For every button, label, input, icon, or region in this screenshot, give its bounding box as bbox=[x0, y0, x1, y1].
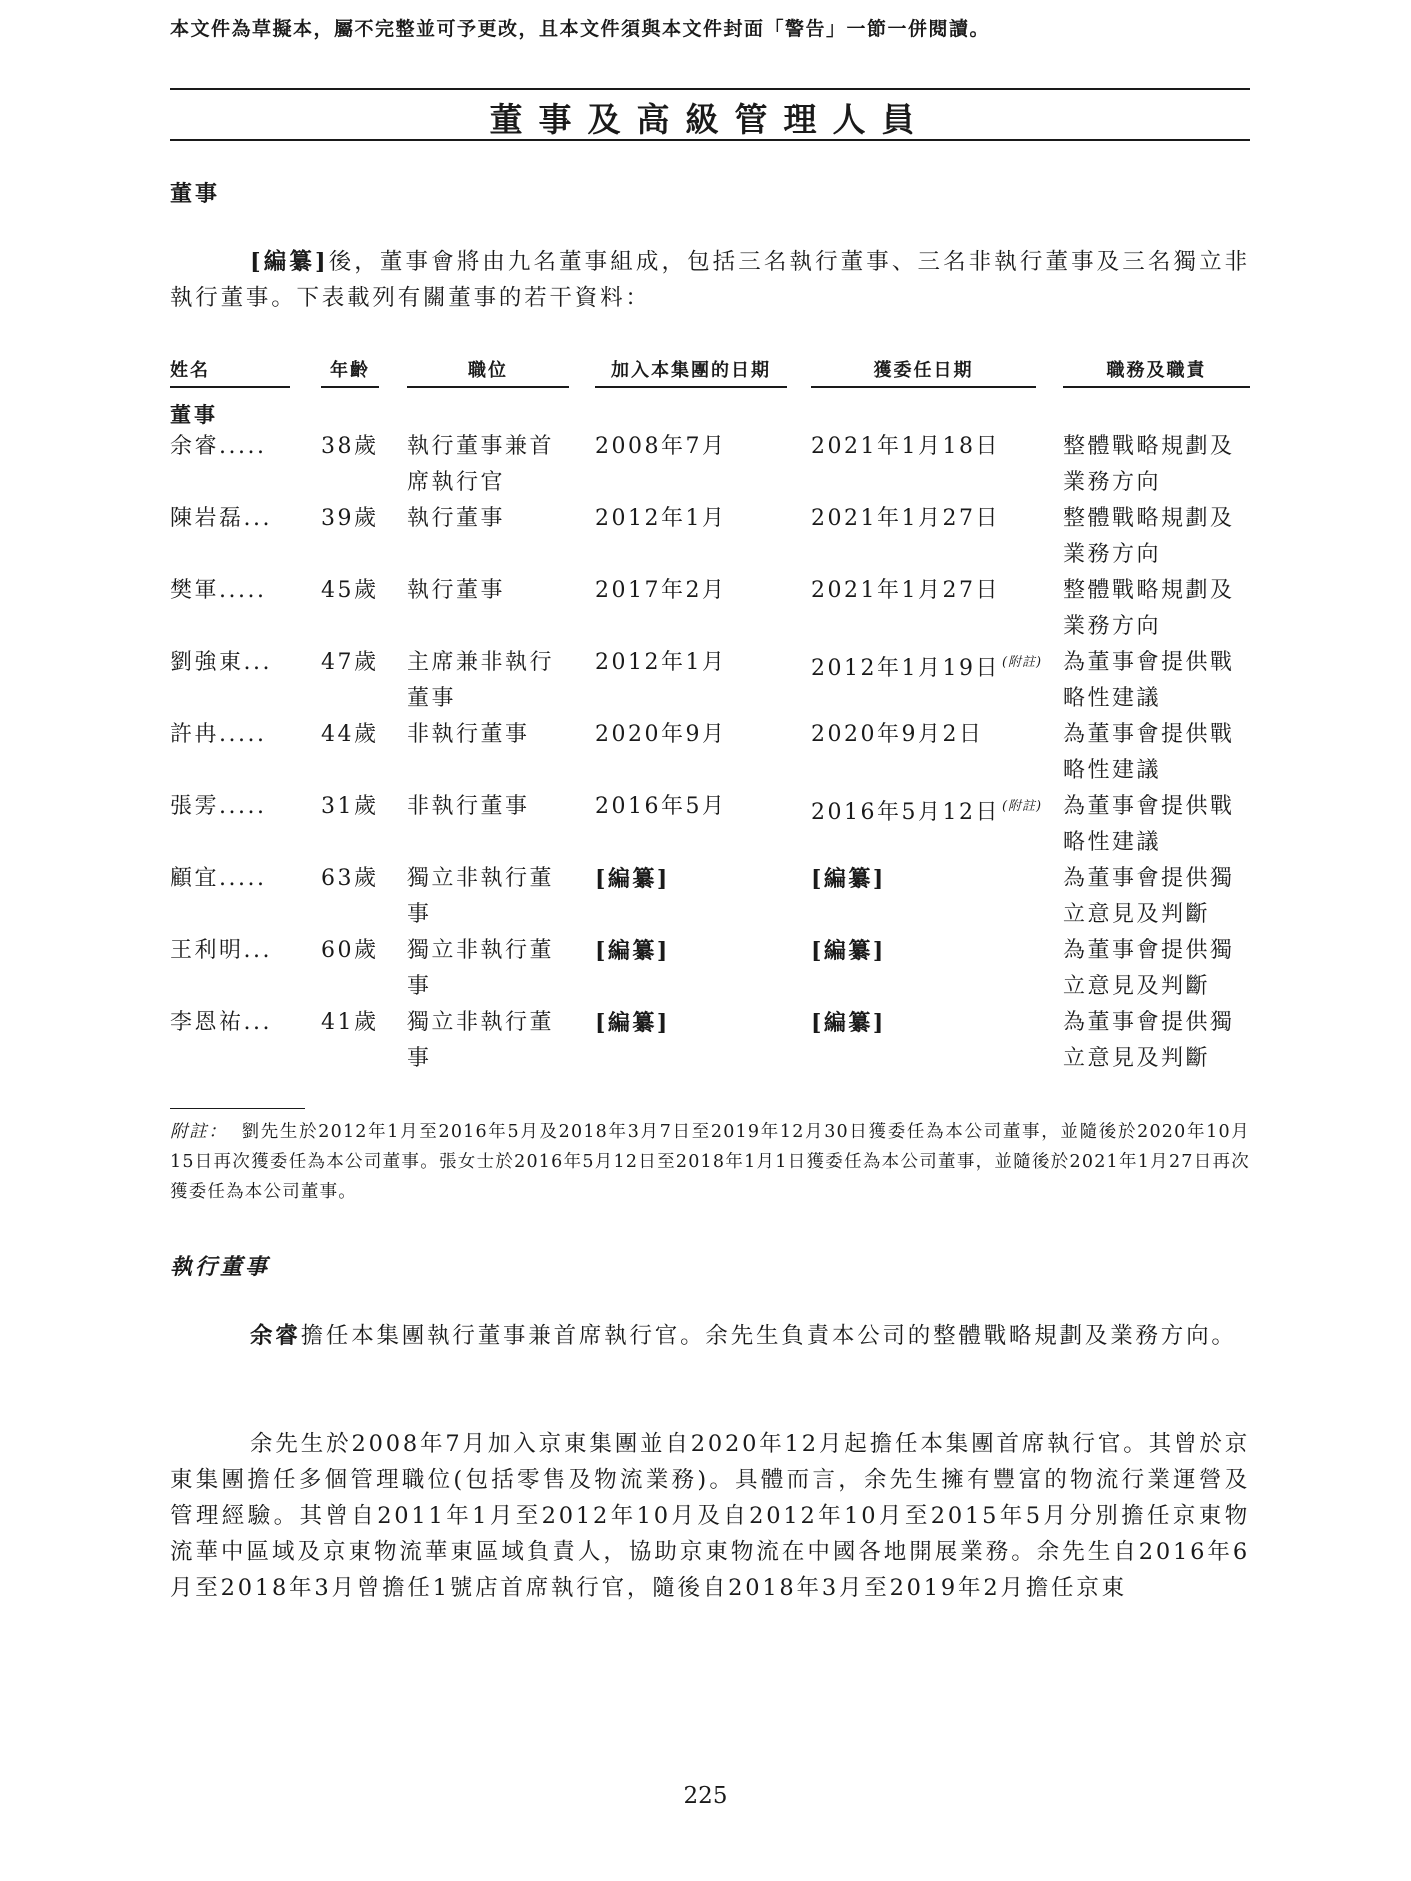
bio-1-text: 擔任本集團執行董事兼首席執行官。余先生負責本公司的整體戰略規劃及業務方向。 bbox=[300, 1323, 1237, 1349]
director-name: 顧宜..... bbox=[170, 866, 267, 891]
director-position: 獨立非執行董事 bbox=[407, 1010, 555, 1071]
director-join-date: 2012年1月 bbox=[595, 506, 727, 531]
director-name: 許冉..... bbox=[170, 722, 267, 747]
director-duties: 為董事會提供獨立意見及判斷 bbox=[1063, 1010, 1235, 1071]
footnote-rule bbox=[170, 1108, 305, 1109]
table-row bbox=[0, 501, 1411, 573]
director-position: 非執行董事 bbox=[407, 794, 530, 819]
footnote-reference: (附註) bbox=[1001, 655, 1043, 670]
director-appointment-date: 2016年5月12日 $^{(附註)}$ bbox=[811, 799, 1043, 825]
director-appointment-date: 2021年1月27日 bbox=[811, 578, 1000, 603]
director-position: 獨立非執行董事 bbox=[407, 938, 555, 999]
director-position: 執行董事 bbox=[407, 506, 506, 531]
director-age: 63歲 bbox=[321, 866, 379, 891]
footnote-reference: (附註) bbox=[1001, 799, 1043, 814]
intro-paragraph bbox=[170, 244, 1250, 316]
director-position: 執行董事兼首席執行官 bbox=[407, 434, 555, 495]
director-duties: 整體戰略規劃及業務方向 bbox=[1063, 578, 1235, 639]
director-age: 31歲 bbox=[321, 794, 379, 819]
intro-bold-lead: [編纂] bbox=[250, 249, 329, 275]
table-row bbox=[0, 861, 1411, 933]
director-name: 余睿..... bbox=[170, 434, 267, 459]
group-label-directors: 董事 bbox=[170, 402, 218, 427]
table-row bbox=[0, 573, 1411, 645]
director-appointment-date: 2021年1月27日 bbox=[811, 506, 1000, 531]
director-position: 非執行董事 bbox=[407, 722, 530, 747]
header-position: 職位 bbox=[407, 356, 569, 388]
title-top-rule bbox=[170, 88, 1250, 90]
director-appointment-date: 2021年1月18日 bbox=[811, 434, 1000, 459]
director-age: 47歲 bbox=[321, 650, 379, 675]
director-join-date: 2017年2月 bbox=[595, 578, 727, 603]
director-name: 陳岩磊... bbox=[170, 506, 272, 531]
section-title: 董事及高級管理人員 bbox=[489, 100, 931, 139]
table-row bbox=[0, 645, 1411, 717]
director-join-date: 2012年1月 bbox=[595, 650, 727, 675]
director-name: 李恩祐... bbox=[170, 1010, 272, 1035]
header-appointment-date: 獲委任日期 bbox=[811, 356, 1036, 388]
director-position: 執行董事 bbox=[407, 578, 506, 603]
director-duties: 為董事會提供戰略性建議 bbox=[1063, 650, 1235, 711]
director-appointment-date: [編纂] bbox=[811, 866, 886, 892]
title-bottom-rule bbox=[170, 139, 1250, 141]
director-position: 主席兼非執行董事 bbox=[407, 650, 555, 711]
header-name: 姓名 bbox=[170, 356, 290, 388]
table-row bbox=[0, 429, 1411, 501]
bio-1-bold-lead: 余睿 bbox=[250, 1323, 301, 1349]
director-age: 41歲 bbox=[321, 1010, 379, 1035]
header-age: 年齡 bbox=[321, 356, 379, 388]
director-join-date: [編纂] bbox=[595, 1010, 670, 1036]
footnote-text: 劉先生於2012年1月至2016年5月及2018年3月7日至2019年12月30日獲委任為本公司董事，並隨後於2020年10月15日再次獲委任為本公司董事。張女士於2016年5月12日至2018年1月1日獲委任為本公司董事，並隨後於2021年1月27日再次獲委任為本公司董事。 bbox=[170, 1122, 1250, 1202]
director-name: 張雱..... bbox=[170, 794, 267, 819]
director-join-date: 2016年5月 bbox=[595, 794, 727, 819]
director-appointment-date: 2012年1月19日 $^{(附註)}$ bbox=[811, 655, 1043, 681]
director-duties: 為董事會提供獨立意見及判斷 bbox=[1063, 938, 1235, 999]
director-age: 45歲 bbox=[321, 578, 379, 603]
intro-text: 後，董事會將由九名董事組成，包括三名執行董事、三名非執行董事及三名獨立非執行董事。下表載列有關董事的若干資料： bbox=[170, 249, 1250, 311]
director-join-date: [編纂] bbox=[595, 938, 670, 964]
bio-paragraph-2 bbox=[170, 1426, 1250, 1606]
header-join-date: 加入本集團的日期 bbox=[595, 356, 787, 388]
director-join-date: 2020年9月 bbox=[595, 722, 727, 747]
director-duties: 為董事會提供戰略性建議 bbox=[1063, 794, 1235, 855]
header-duties: 職務及職責 bbox=[1063, 356, 1250, 388]
director-age: 60歲 bbox=[321, 938, 379, 963]
bio-paragraph-1 bbox=[170, 1318, 1250, 1354]
director-name: 樊軍..... bbox=[170, 578, 267, 603]
draft-notice: 本文件為草擬本，屬不完整並可予更改，且本文件須與本文件封面「警告」一節一併閱讀。 bbox=[170, 18, 991, 40]
bio-2-text: 余先生於2008年7月加入京東集團並自2020年12月起擔任本集團首席執行官。其曾於京東集團擔任多個管理職位(包括零售及物流業務)。具體而言，余先生擁有豐富的物流行業運營及管理經驗。其曾自2011年1月至2012年10月及自2012年10月至2015年5月分別擔任京東物流華中區域及京東物流華東區域負責人，協助京東物流在中國各地開展業務。余先生自2016年6月至2018年3月曾擔任1號店首席執行官，隨後自2018年3月至2019年2月擔任京東 bbox=[170, 1431, 1250, 1601]
director-name: 劉強東... bbox=[170, 650, 272, 675]
footnote bbox=[170, 1117, 1250, 1207]
executive-directors-heading: 執行董事 bbox=[170, 1254, 271, 1280]
director-duties: 整體戰略規劃及業務方向 bbox=[1063, 434, 1235, 495]
director-duties: 為董事會提供獨立意見及判斷 bbox=[1063, 866, 1235, 927]
director-age: 38歲 bbox=[321, 434, 379, 459]
table-row bbox=[0, 933, 1411, 1005]
director-position: 獨立非執行董事 bbox=[407, 866, 555, 927]
director-join-date: 2008年7月 bbox=[595, 434, 727, 459]
table-row bbox=[0, 789, 1411, 861]
footnote-label: 附註： bbox=[170, 1122, 228, 1142]
director-name: 王利明... bbox=[170, 938, 272, 963]
director-age: 44歲 bbox=[321, 722, 379, 747]
page-number: 225 bbox=[683, 1783, 728, 1809]
director-duties: 為董事會提供戰略性建議 bbox=[1063, 722, 1235, 783]
directors-heading: 董事 bbox=[170, 181, 221, 207]
director-appointment-date: 2020年9月2日 bbox=[811, 722, 984, 747]
director-appointment-date: [編纂] bbox=[811, 1010, 886, 1036]
director-duties: 整體戰略規劃及業務方向 bbox=[1063, 506, 1235, 567]
director-age: 39歲 bbox=[321, 506, 379, 531]
director-appointment-date: [編纂] bbox=[811, 938, 886, 964]
table-row bbox=[0, 1005, 1411, 1077]
table-row bbox=[0, 717, 1411, 789]
director-join-date: [編纂] bbox=[595, 866, 670, 892]
